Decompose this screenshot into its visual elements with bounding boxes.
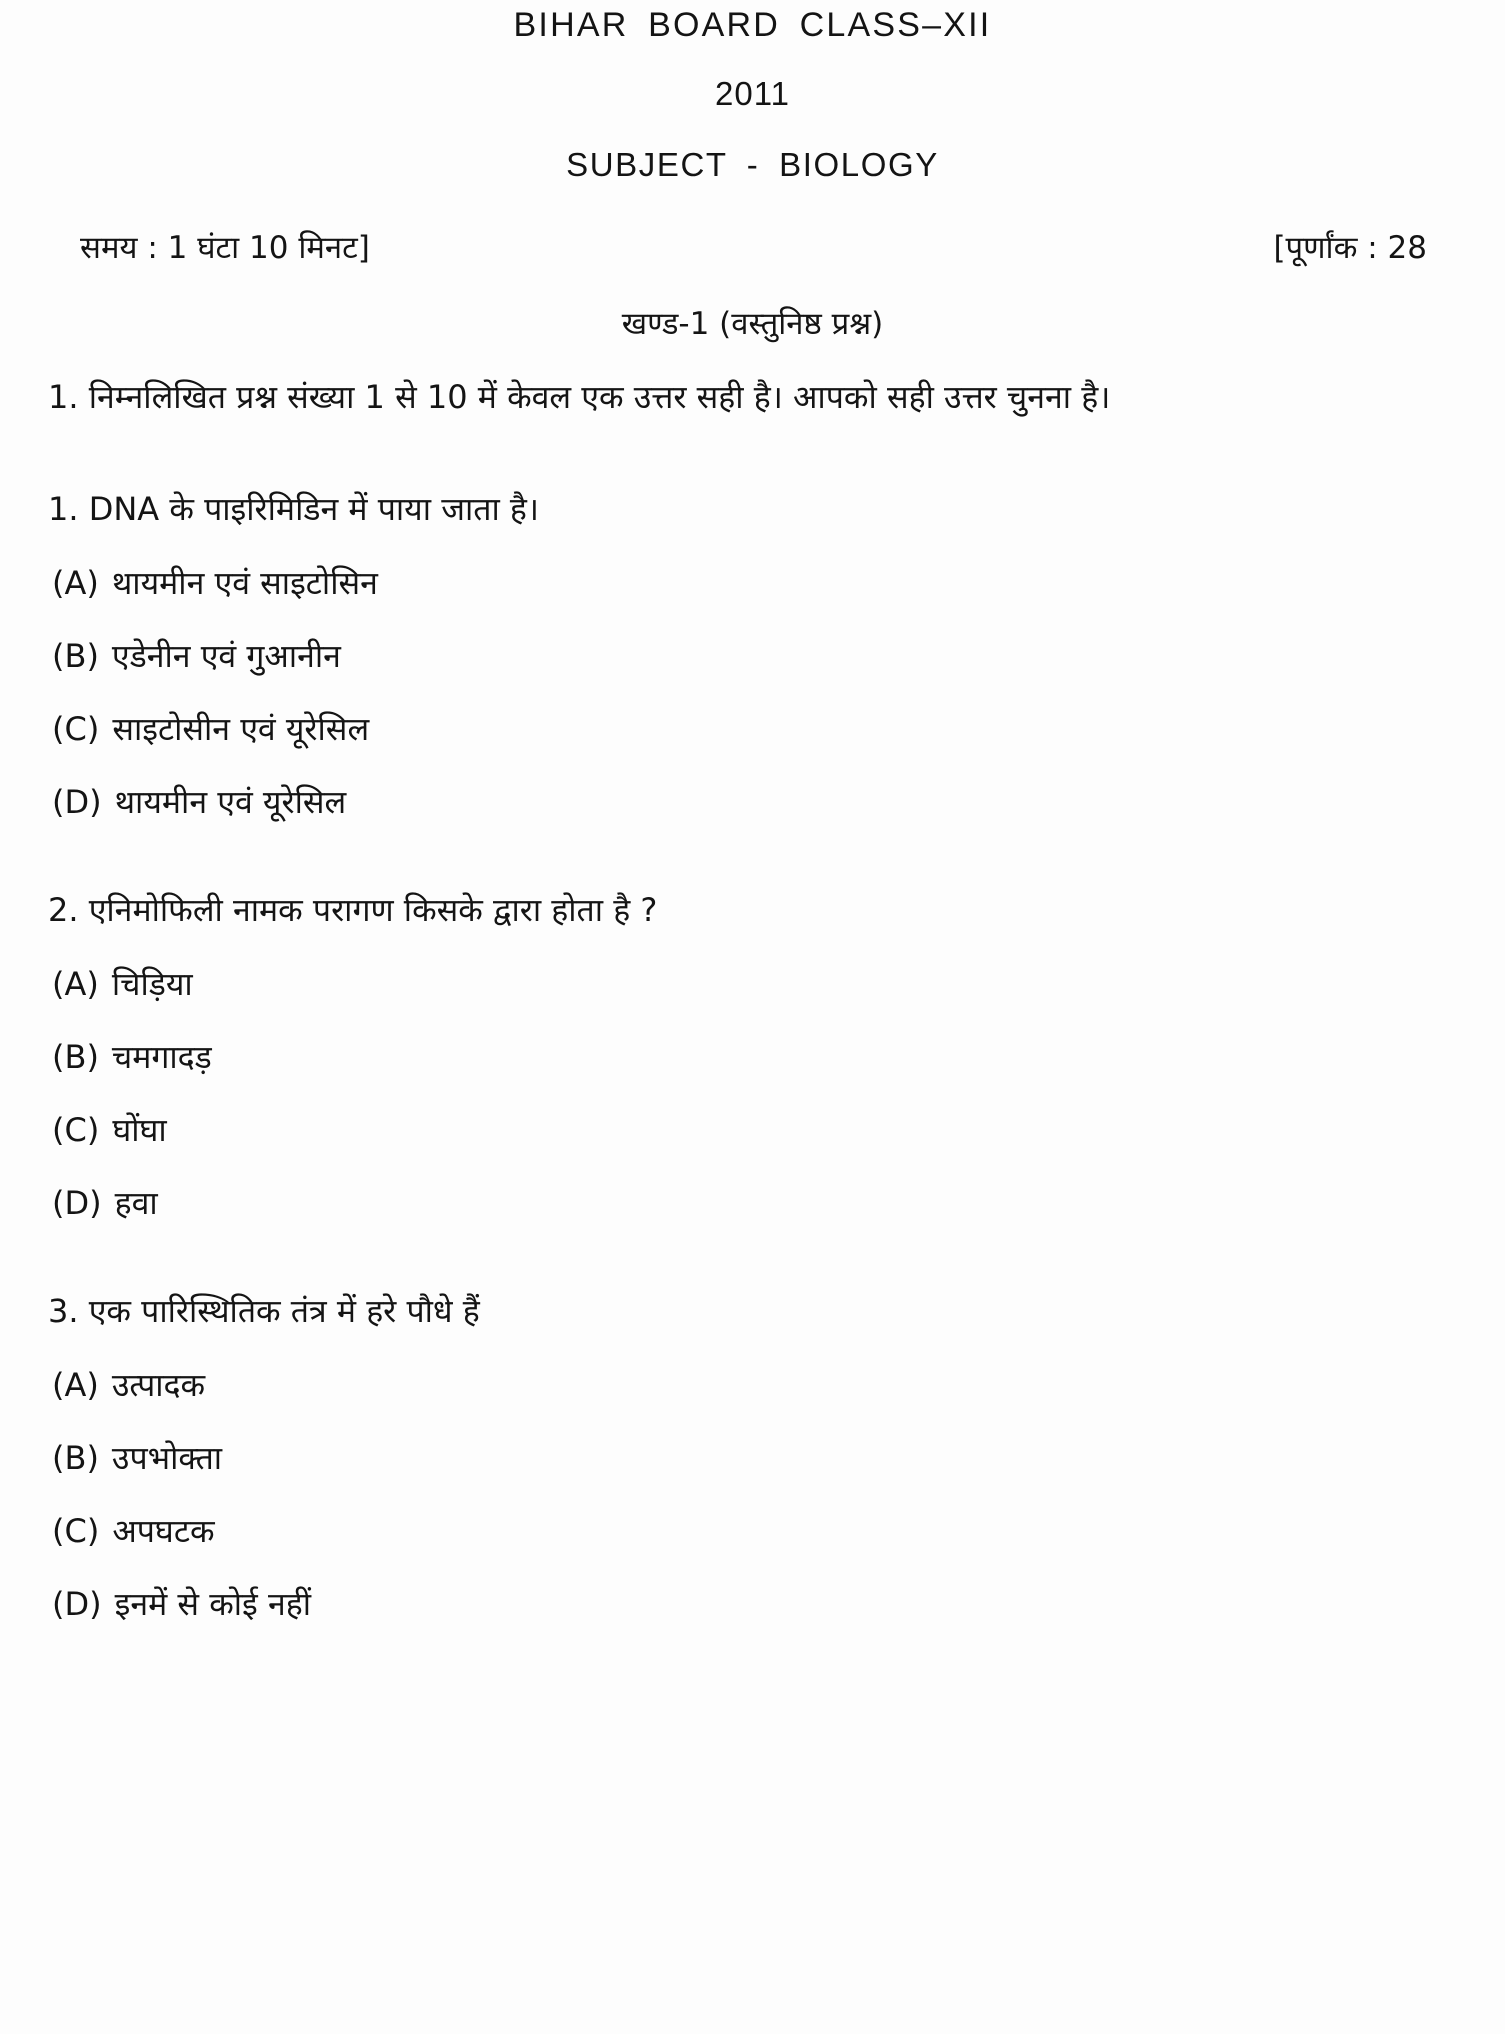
section-heading: खण्ड-1 (वस्तुनिष्ठ प्रश्न) [621,306,884,343]
option-label: (C) [52,1111,100,1150]
option-row[interactable] [52,1361,1457,1409]
option-text: साइटोसीन एवं यूरेसिल [112,710,370,749]
question-block [48,886,1457,1227]
option-text: उत्पादक [111,1366,206,1405]
question-text: 3. एक पारिस्थितिक तंत्र में हरे पौधे हैं [48,1292,480,1331]
question-block [48,1287,1457,1628]
option-label: (B) [52,637,99,676]
instruction-text: 1. निम्नलिखित प्रश्न संख्या 1 से 10 में केवल एक उत्तर सही है। आपको सही उत्तर चुनना है। [48,378,1111,417]
exam-year: 2011 [715,75,790,113]
option-row[interactable] [52,1033,1457,1081]
option-label: (A) [52,564,99,603]
option-label: (D) [52,1184,102,1223]
time-allotted: समय : 1 घंटा 10 मिनट] [80,230,370,267]
option-row[interactable] [52,705,1457,753]
option-text: चिड़िया [111,965,193,1004]
option-label: (D) [52,1585,102,1624]
exam-meta-row [48,226,1457,268]
option-row[interactable] [52,559,1457,607]
document-header [48,0,1457,184]
option-row[interactable] [52,1580,1457,1628]
board-title: BIHAR BOARD CLASS–XII [513,6,992,44]
option-row[interactable] [52,960,1457,1008]
option-row[interactable] [52,1179,1457,1227]
subject-line: SUBJECT - BIOLOGY [566,146,939,184]
option-label: (C) [52,710,100,749]
option-text: एडेनीन एवं गुआनीन [111,637,341,676]
full-marks: [पूर्णांक : 28 [1273,230,1427,267]
option-label: (B) [52,1439,99,1478]
option-text: घोंघा [112,1111,167,1150]
option-text: इनमें से कोई नहीं [114,1585,311,1624]
option-label: (D) [52,783,102,822]
question-text: 2. एनिमोफिली नामक परागण किसके द्वारा होता है ? [48,891,658,930]
option-label: (C) [52,1512,100,1551]
option-row[interactable] [52,632,1457,680]
option-text: थायमीन एवं साइटोसिन [111,564,378,603]
option-label: (A) [52,1366,99,1405]
option-text: हवा [114,1184,158,1223]
option-label: (A) [52,965,99,1004]
option-text: अपघटक [112,1512,215,1551]
question-block [48,485,1457,826]
option-text: थायमीन एवं यूरेसिल [114,783,347,822]
option-label: (B) [52,1038,99,1077]
option-text: उपभोक्ता [111,1439,223,1478]
option-row[interactable] [52,1434,1457,1482]
question-text: 1. DNA के पाइरिमिडिन में पाया जाता है। [48,490,540,529]
option-row[interactable] [52,778,1457,826]
option-row[interactable] [52,1507,1457,1555]
question-list [48,485,1457,1628]
option-row[interactable] [52,1106,1457,1154]
option-text: चमगादड़ [111,1038,212,1077]
